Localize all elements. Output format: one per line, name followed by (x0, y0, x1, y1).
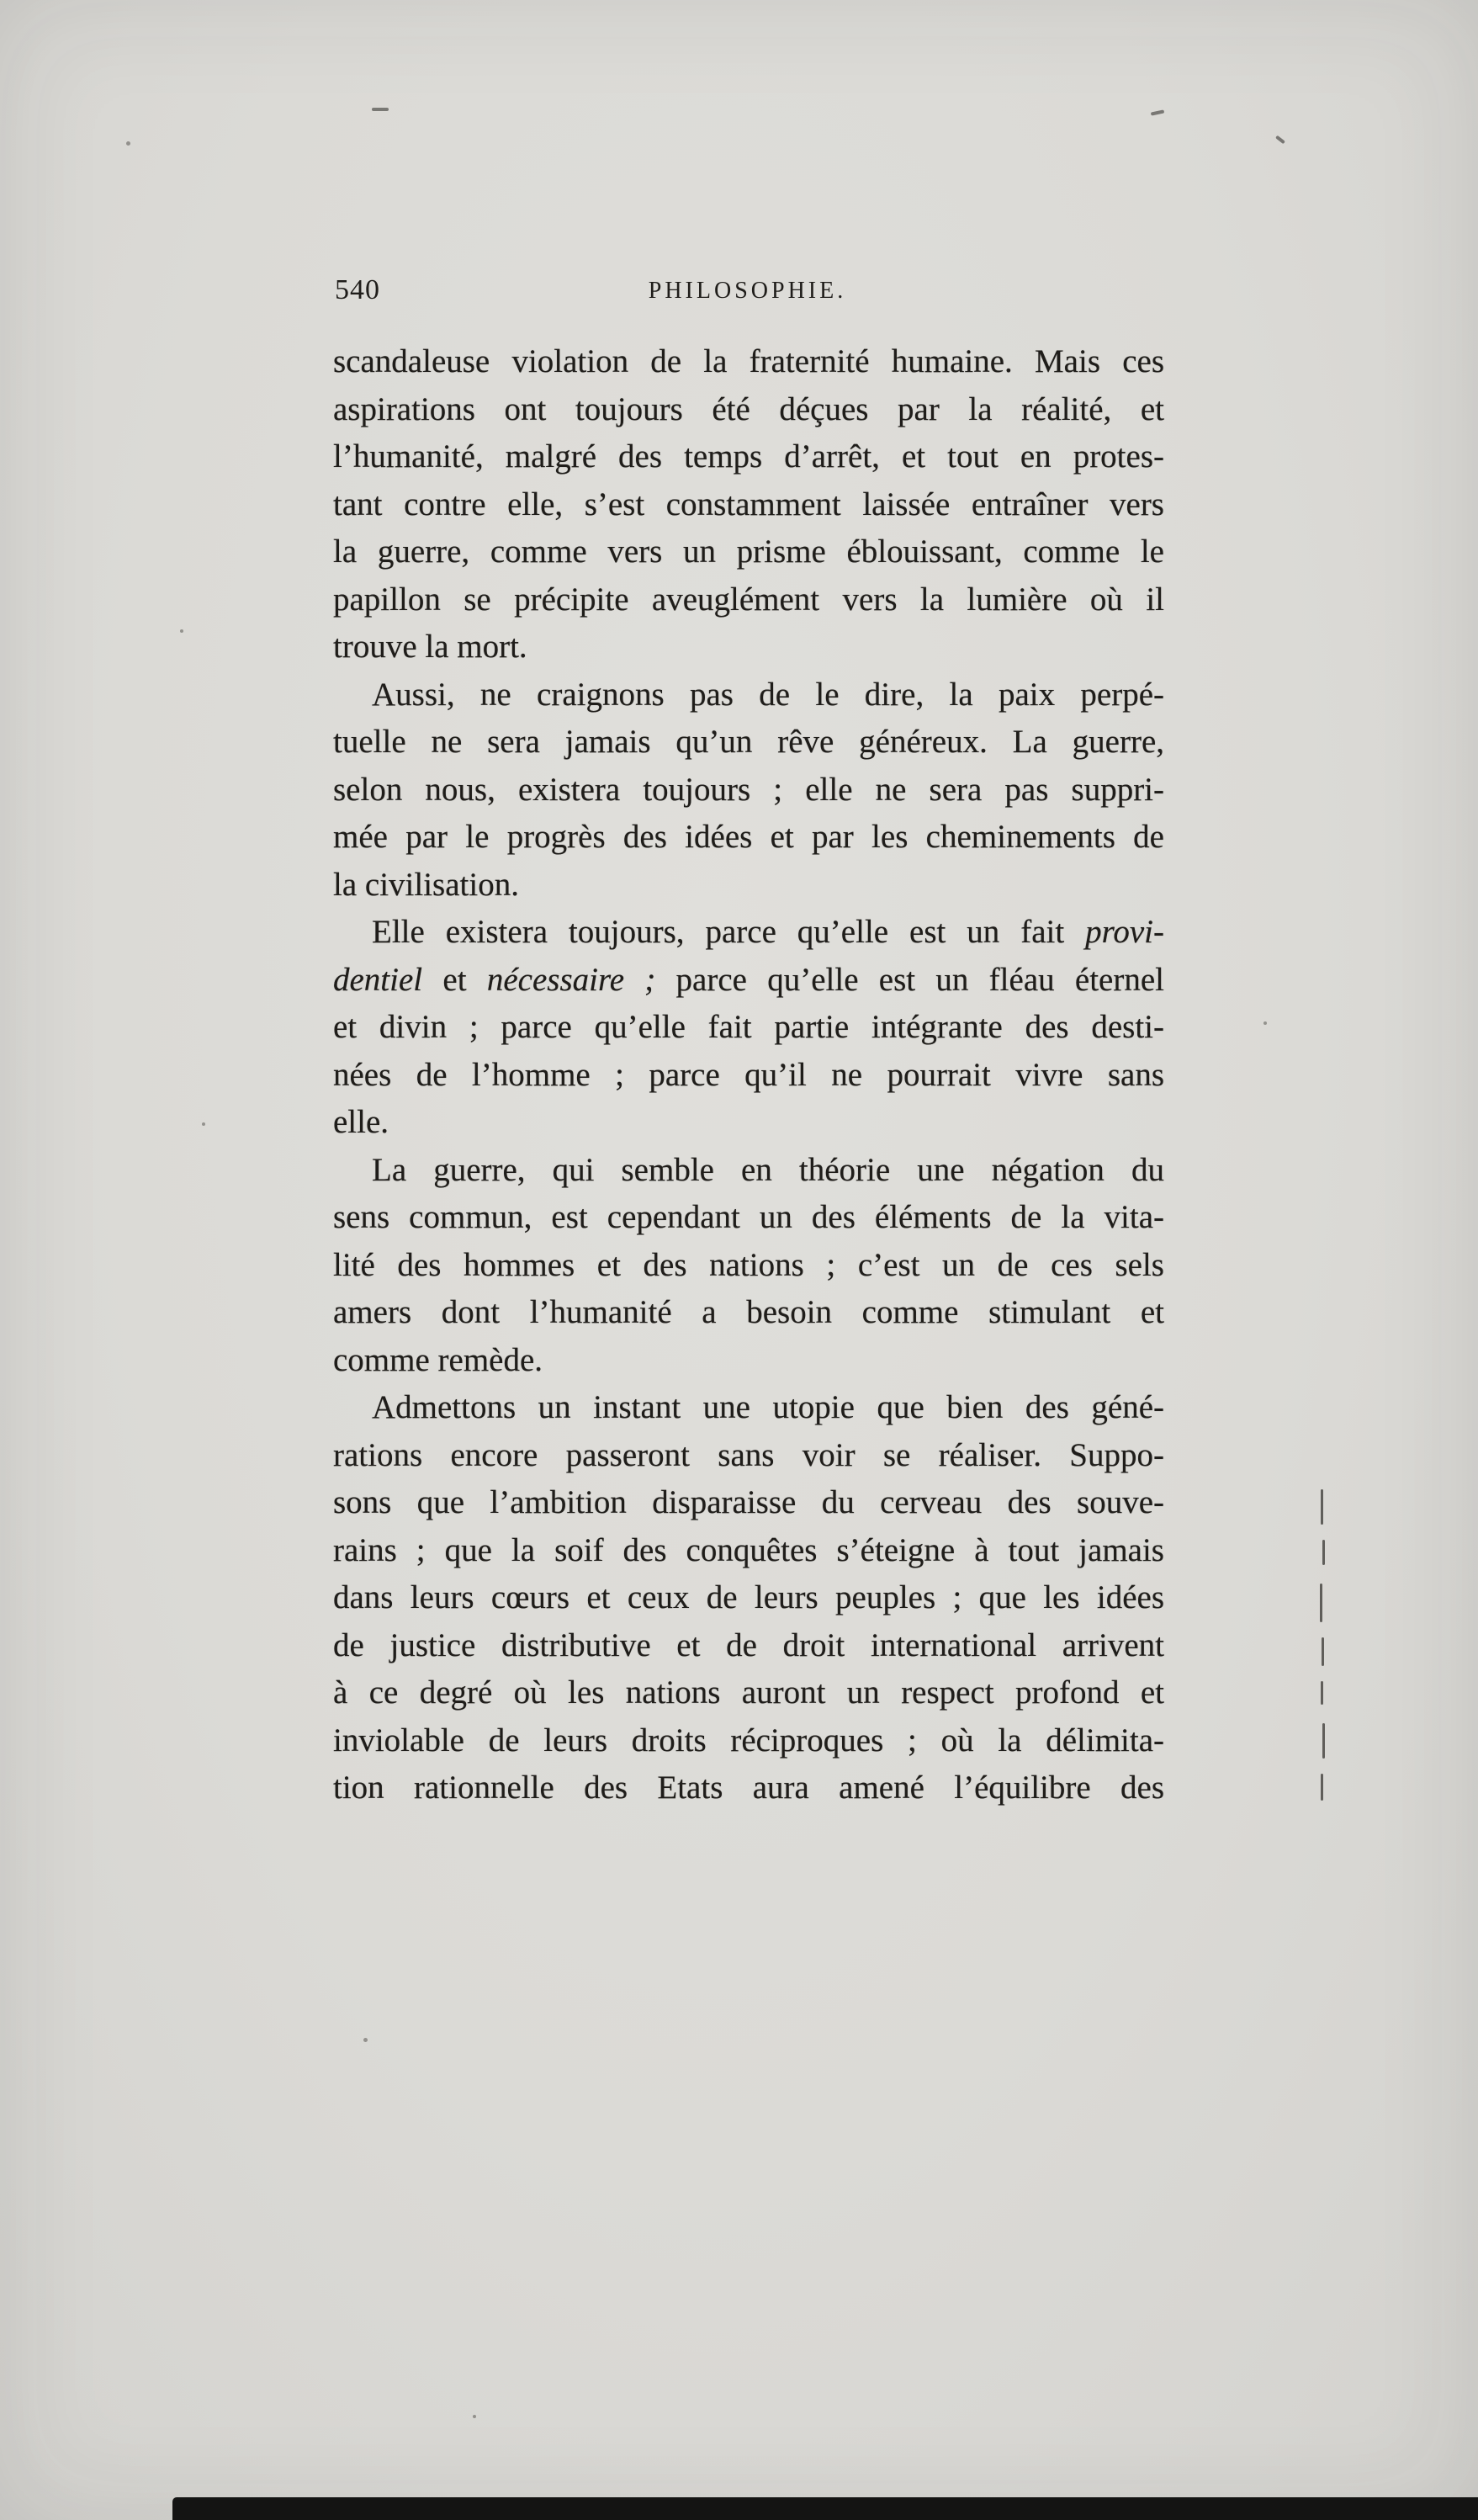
page-number: 540 (335, 274, 380, 305)
scan-speck (363, 2038, 368, 2042)
text-line: dentiel et nécessaire ; parce qu’elle est un fléau éternel (333, 961, 1164, 998)
scan-speck (1275, 135, 1285, 145)
text-line: Elle existera toujours, parce qu’elle est un fait provi- (372, 914, 1164, 950)
scan-speck (180, 629, 183, 633)
text-line: elle. (333, 1104, 389, 1140)
text-line: à ce degré où les nations auront un respect profond et (333, 1674, 1164, 1711)
text-line: comme remède. (333, 1341, 543, 1378)
page-header-row (333, 274, 1162, 315)
text-line: mée par le progrès des idées et par les cheminements de (333, 819, 1164, 855)
text-line: tuelle ne sera jamais qu’un rêve généreux. La guerre, (333, 724, 1164, 760)
text-line: l’humanité, malgré des temps d’arrêt, et tout en protes- (333, 438, 1164, 475)
text-line: amers dont l’humanité a besoin comme stimulant et (333, 1294, 1164, 1330)
text-line: La guerre, qui semble en théorie une négation du (372, 1151, 1164, 1188)
text-line: et divin ; parce qu’elle fait partie intégrante des desti- (333, 1009, 1164, 1045)
scan-speck (1263, 1021, 1267, 1025)
text-line: tant contre elle, s’est constamment laissée entraîner vers (333, 485, 1164, 523)
text-line: lité des hommes et des nations ; c’est un de ces sels (333, 1246, 1164, 1283)
running-header: PHILOSOPHIE. (648, 278, 847, 304)
text-line: Aussi, ne craignons pas de le dire, la paix perpé- (372, 676, 1164, 713)
text-line: la civilisation. (333, 866, 519, 903)
text-line: rains ; que la soif des conquêtes s’éteigne à tout jamais (333, 1531, 1164, 1568)
scan-speck (473, 2415, 476, 2418)
text-line: rations encore passeront sans voir se réaliser. Suppo- (333, 1436, 1164, 1473)
text-line: la guerre, comme vers un prisme éblouissant, comme le (333, 533, 1164, 570)
text-line: trouve la mort. (333, 629, 527, 665)
text-line: selon nous, existera toujours ; elle ne sera pas suppri- (333, 771, 1164, 808)
text-line: nées de l’homme ; parce qu’il ne pourrait vivre sans (333, 1056, 1164, 1093)
text-line: scandaleuse violation de la fraternité humaine. Mais ces (333, 343, 1164, 379)
scan-speck (126, 141, 130, 146)
body-text (333, 338, 1164, 1812)
text-line: sens commun, est cependant un des éléments de la vita- (333, 1199, 1164, 1235)
text-line: dans leurs cœurs et ceux de leurs peuples ; que les idées (333, 1579, 1164, 1615)
text-line: inviolable de leurs droits réciproques ; où la délimita- (333, 1722, 1164, 1759)
text-line: Admettons un instant une utopie que bien des géné- (372, 1389, 1164, 1425)
margin-pencil-marks (1319, 1489, 1326, 1826)
text-line: sons que l’ambition disparaisse du cerveau des souve- (333, 1484, 1164, 1520)
text-line: de justice distributive et de droit international arrivent (333, 1626, 1164, 1663)
text-line: papillon se précipite aveuglément vers la lumière où il (333, 581, 1164, 618)
scan-edge-artifact (172, 2497, 1478, 2520)
text-line: tion rationnelle des Etats aura amené l’équilibre des (333, 1769, 1164, 1806)
text-line: aspirations ont toujours été déçues par la réalité, et (333, 390, 1164, 427)
scan-speck (202, 1122, 205, 1126)
scan-speck (1151, 109, 1164, 115)
scan-speck (372, 108, 389, 111)
